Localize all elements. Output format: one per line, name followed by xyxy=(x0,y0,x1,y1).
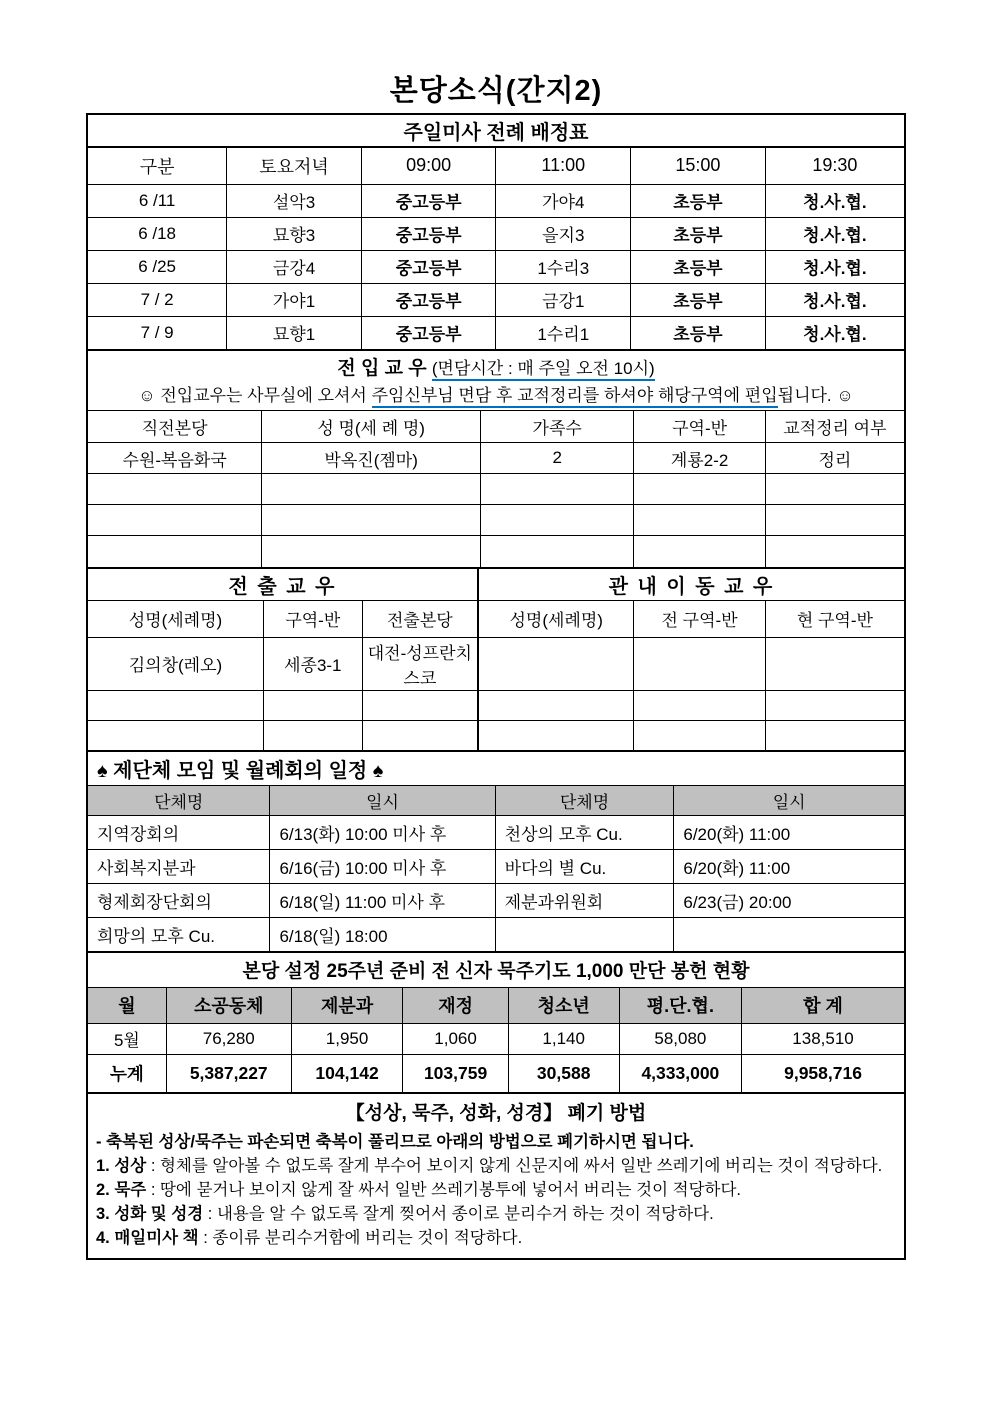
table-header-row xyxy=(88,785,904,815)
table-cell: 천상의 모후 Cu. xyxy=(495,815,674,849)
table-cell xyxy=(634,474,765,505)
table-cell: 초등부 xyxy=(631,184,766,217)
table-header-row xyxy=(88,600,904,637)
table-cell: 중고등부 xyxy=(361,217,496,250)
rosary-table xyxy=(88,951,904,1092)
transfer-in-table xyxy=(88,410,904,567)
table-cell: 6 /11 xyxy=(88,184,227,217)
column-header: 15:00 xyxy=(631,147,766,184)
notice-prefix: ☺ 전입교우는 사무실에 오셔서 xyxy=(138,386,372,405)
table-header-row xyxy=(88,987,904,1023)
table-cell xyxy=(88,690,263,720)
table-cell: 세종3-1 xyxy=(263,637,362,690)
column-header: 단체명 xyxy=(88,785,270,815)
table-cell xyxy=(478,690,634,720)
transfer-out-title: 전 출 교 우 xyxy=(88,568,478,601)
table-cell: 계룡2-2 xyxy=(634,443,765,474)
column-header: 구역-반 xyxy=(263,600,362,637)
table-cell: 청.사.협. xyxy=(765,250,904,283)
table-cell xyxy=(765,637,904,690)
table-cell: 138,510 xyxy=(742,1023,904,1054)
table-cell: 1수리1 xyxy=(496,316,631,349)
table-cell: 박옥진(젬마) xyxy=(262,443,481,474)
table-cell: 금강1 xyxy=(496,283,631,316)
table-cell xyxy=(480,536,633,567)
column-header: 재정 xyxy=(403,987,508,1023)
table-cell: 설악3 xyxy=(227,184,362,217)
table-cell: 초등부 xyxy=(631,283,766,316)
disposal-item-label: 1. 성상 xyxy=(96,1157,147,1175)
table-cell: 정리 xyxy=(765,443,904,474)
table-cell: 제분과위원회 xyxy=(495,883,674,917)
table-cell: 76,280 xyxy=(166,1023,291,1054)
table-cell: 묘향1 xyxy=(227,316,362,349)
disposal-item xyxy=(96,1202,896,1226)
table-row xyxy=(88,505,904,536)
column-header: 가족수 xyxy=(480,411,633,443)
table-cell xyxy=(634,690,765,720)
table-cell: 묘향3 xyxy=(227,217,362,250)
table-cell xyxy=(478,637,634,690)
table-cell: 희망의 모후 Cu. xyxy=(88,917,270,951)
bulletin-body xyxy=(86,113,906,1260)
table-cell: 누계 xyxy=(88,1054,166,1092)
transfer-in-notice xyxy=(92,381,900,406)
table-cell xyxy=(88,536,262,567)
table-title-row xyxy=(88,568,904,601)
table-cell: 중고등부 xyxy=(361,250,496,283)
table-title-row xyxy=(88,751,904,785)
table-cell: 형제회장단회의 xyxy=(88,883,270,917)
table-cell: 중고등부 xyxy=(361,316,496,349)
table-row xyxy=(88,883,904,917)
column-header: 전출본당 xyxy=(362,600,478,637)
table-cell: 초등부 xyxy=(631,250,766,283)
disposal-item xyxy=(96,1178,896,1202)
table-row xyxy=(88,217,904,250)
table-cell: 30,588 xyxy=(508,1054,619,1092)
table-cell xyxy=(480,474,633,505)
column-header: 합 계 xyxy=(742,987,904,1023)
disposal-section xyxy=(88,1092,904,1258)
table-cell: 청.사.협. xyxy=(765,316,904,349)
table-title-row xyxy=(88,115,904,147)
table-cell: 7 / 9 xyxy=(88,316,227,349)
table-cell: 1,060 xyxy=(403,1023,508,1054)
table-cell xyxy=(495,917,674,951)
table-cell xyxy=(634,720,765,750)
table-cell: 58,080 xyxy=(619,1023,741,1054)
table-cell xyxy=(88,720,263,750)
table-cell: 사회복지분과 xyxy=(88,849,270,883)
disposal-intro: - 축복된 성상/묵주는 파손되면 축복이 풀리므로 아래의 방법으로 폐기하시면 됩니다. xyxy=(96,1133,694,1151)
table-row xyxy=(88,1023,904,1054)
table-cell: 중고등부 xyxy=(361,283,496,316)
column-header: 전 구역-반 xyxy=(634,600,765,637)
table-cell: 1수리3 xyxy=(496,250,631,283)
table-cell xyxy=(262,505,481,536)
disposal-title: 【성상, 묵주, 성화, 성경】 폐기 방법 xyxy=(345,1103,647,1124)
table-row xyxy=(88,536,904,567)
column-header: 일시 xyxy=(270,785,495,815)
table-row xyxy=(88,316,904,349)
column-header: 토요저녁 xyxy=(227,147,362,184)
sunday-mass-table xyxy=(88,115,904,349)
transfer-in-heading xyxy=(88,349,904,410)
meetings-title: ♠ 제단체 모임 및 월례회의 일정 ♠ xyxy=(88,751,904,785)
column-header: 일시 xyxy=(674,785,904,815)
table-cell: 청.사.협. xyxy=(765,283,904,316)
disposal-item-text: : 땅에 묻거나 보이지 않게 잘 싸서 일반 쓰레기봉투에 넣어서 버리는 것이 적당하다. xyxy=(146,1181,741,1199)
table-cell xyxy=(765,474,904,505)
table-cell: 청.사.협. xyxy=(765,217,904,250)
disposal-item-text: : 내용을 알 수 없도록 잘게 찢어서 종이로 분리수거 하는 것이 적당하다. xyxy=(203,1205,714,1223)
transfer-in-title xyxy=(92,353,900,380)
table-cell: 을지3 xyxy=(496,217,631,250)
table-cell xyxy=(674,917,904,951)
table-cell xyxy=(263,690,362,720)
table-cell: 1,950 xyxy=(291,1023,403,1054)
rosary-title: 본당 설정 25주년 준비 전 신자 묵주기도 1,000 만단 봉헌 현황 xyxy=(88,952,904,987)
sunday-mass-title: 주일미사 전례 배정표 xyxy=(88,115,904,147)
internal-move-title: 관 내 이 동 교 우 xyxy=(478,568,904,601)
column-header: 성명(세례명) xyxy=(478,600,634,637)
table-cell: 지역장회의 xyxy=(88,815,270,849)
column-header: 09:00 xyxy=(361,147,496,184)
table-cell: 6/16(금) 10:00 미사 후 xyxy=(270,849,495,883)
table-header-row xyxy=(88,411,904,443)
table-cell xyxy=(263,720,362,750)
table-cell xyxy=(765,720,904,750)
column-header: 교적정리 여부 xyxy=(765,411,904,443)
table-title-row xyxy=(88,952,904,987)
column-header: 월 xyxy=(88,987,166,1023)
disposal-item-text: : 형체를 알아볼 수 없도록 잘게 부수어 보이지 않게 신문지에 싸서 일반 쓰레기에 버리는 것이 적당하다. xyxy=(146,1157,883,1175)
column-header: 현 구역-반 xyxy=(765,600,904,637)
table-cell: 6/23(금) 20:00 xyxy=(674,883,904,917)
column-header: 청소년 xyxy=(508,987,619,1023)
table-cell: 5월 xyxy=(88,1023,166,1054)
table-header-row xyxy=(88,147,904,184)
table-row xyxy=(88,250,904,283)
table-row xyxy=(88,815,904,849)
table-cell xyxy=(765,690,904,720)
disposal-item-label: 4. 매일미사 책 xyxy=(96,1229,199,1247)
transfer-in-title-note: (면담시간 : 매 주일 오전 10시) xyxy=(432,359,655,381)
column-header: 평.단.협. xyxy=(619,987,741,1023)
table-cell xyxy=(480,505,633,536)
table-cell: 6 /25 xyxy=(88,250,227,283)
table-cell xyxy=(362,720,478,750)
table-cell: 1,140 xyxy=(508,1023,619,1054)
table-cell: 6 /18 xyxy=(88,217,227,250)
table-cell: 6/20(화) 11:00 xyxy=(674,815,904,849)
table-cell: 6/20(화) 11:00 xyxy=(674,849,904,883)
table-cell: 9,958,716 xyxy=(742,1054,904,1092)
transfer-out-move-table xyxy=(88,567,904,751)
table-cell: 가야1 xyxy=(227,283,362,316)
page-title: 본당소식(간지2) xyxy=(389,75,603,107)
meetings-table xyxy=(88,750,904,951)
column-header: 성명(세례명) xyxy=(88,600,263,637)
table-row xyxy=(88,184,904,217)
disposal-item xyxy=(96,1226,896,1250)
table-cell xyxy=(634,505,765,536)
table-cell xyxy=(88,474,262,505)
table-cell: 104,142 xyxy=(291,1054,403,1092)
table-cell xyxy=(88,505,262,536)
table-row xyxy=(88,474,904,505)
table-cell: 5,387,227 xyxy=(166,1054,291,1092)
notice-suffix: 됩니다. ☺ xyxy=(777,386,854,405)
disposal-item xyxy=(96,1154,896,1178)
table-row xyxy=(88,443,904,474)
column-header: 단체명 xyxy=(495,785,674,815)
column-header: 11:00 xyxy=(496,147,631,184)
table-cell: 대전-성프란치스코 xyxy=(362,637,478,690)
table-cell: 4,333,000 xyxy=(619,1054,741,1092)
disposal-item-text: : 종이류 분리수거함에 버리는 것이 적당하다. xyxy=(198,1229,523,1247)
notice-underlined: 주임신부님 면담 후 교적정리를 하셔야 해당구역에 편입 xyxy=(372,386,778,408)
table-row xyxy=(88,690,904,720)
transfer-in-title-text: 전 입 교 우 xyxy=(337,358,427,379)
table-cell xyxy=(765,505,904,536)
table-cell xyxy=(634,536,765,567)
column-header: 19:30 xyxy=(765,147,904,184)
table-cell: 6/13(화) 10:00 미사 후 xyxy=(270,815,495,849)
table-cell xyxy=(262,536,481,567)
table-row xyxy=(88,849,904,883)
table-cell: 6/18(일) 11:00 미사 후 xyxy=(270,883,495,917)
column-header: 구분 xyxy=(88,147,227,184)
rosary-total-row xyxy=(88,1054,904,1092)
table-cell: 바다의 별 Cu. xyxy=(495,849,674,883)
disposal-item-label: 3. 성화 및 성경 xyxy=(96,1205,204,1223)
table-row xyxy=(88,917,904,951)
table-row xyxy=(88,720,904,750)
column-header: 제분과 xyxy=(291,987,403,1023)
table-cell: 7 / 2 xyxy=(88,283,227,316)
table-cell: 수원-복음화국 xyxy=(88,443,262,474)
table-cell: 김의창(레오) xyxy=(88,637,263,690)
table-cell xyxy=(362,690,478,720)
table-cell: 6/18(일) 18:00 xyxy=(270,917,495,951)
column-header: 소공동체 xyxy=(166,987,291,1023)
table-cell: 가야4 xyxy=(496,184,631,217)
table-cell: 금강4 xyxy=(227,250,362,283)
column-header: 구역-반 xyxy=(634,411,765,443)
table-cell xyxy=(765,536,904,567)
table-cell: 중고등부 xyxy=(361,184,496,217)
disposal-item-label: 2. 묵주 xyxy=(96,1181,147,1199)
table-cell xyxy=(262,474,481,505)
table-cell: 초등부 xyxy=(631,217,766,250)
column-header: 성 명(세 례 명) xyxy=(262,411,481,443)
table-row xyxy=(88,283,904,316)
table-cell: 103,759 xyxy=(403,1054,508,1092)
table-cell: 2 xyxy=(480,443,633,474)
table-cell xyxy=(478,720,634,750)
table-cell: 청.사.협. xyxy=(765,184,904,217)
column-header: 직전본당 xyxy=(88,411,262,443)
table-row xyxy=(88,637,904,690)
table-cell xyxy=(634,637,765,690)
table-cell: 초등부 xyxy=(631,316,766,349)
